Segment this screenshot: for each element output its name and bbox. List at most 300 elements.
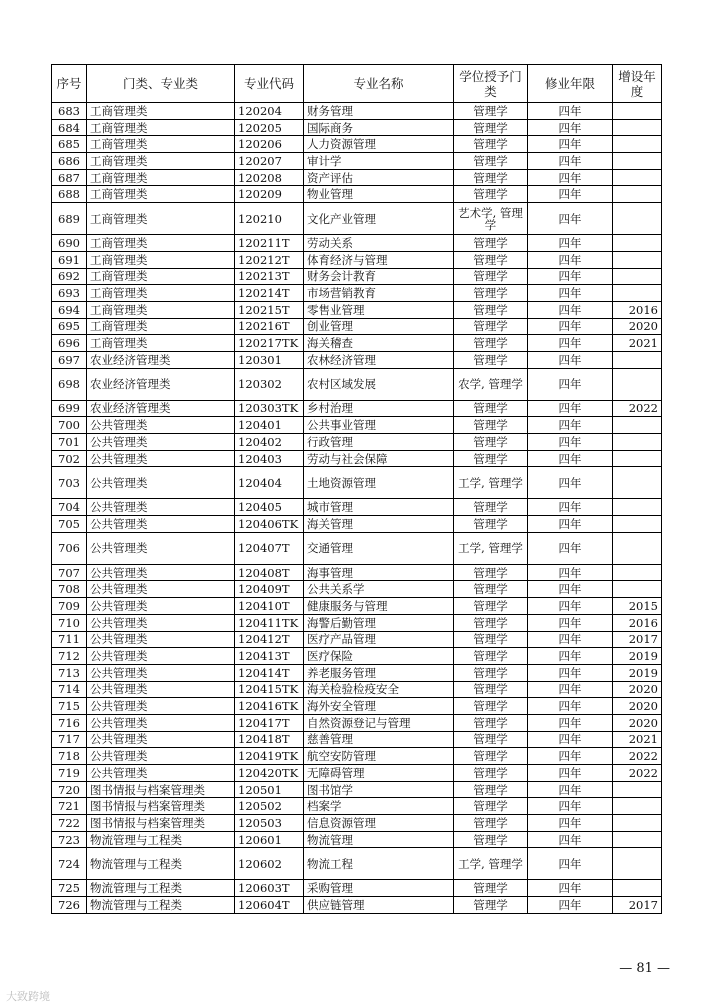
cell-category: 工商管理类 [87, 318, 235, 335]
cell-years: 四年 [528, 499, 613, 516]
cell-code: 120302 [235, 368, 304, 400]
table-row [52, 153, 662, 170]
cell-category: 公共管理类 [87, 581, 235, 598]
cell-degree: 管理学 [454, 103, 528, 120]
cell-name: 海事管理 [304, 564, 454, 581]
cell-category: 工商管理类 [87, 136, 235, 153]
cell-years: 四年 [528, 301, 613, 318]
cell-name: 资产评估 [304, 169, 454, 186]
table-row [52, 103, 662, 120]
cell-degree: 管理学 [454, 748, 528, 765]
cell-code: 120205 [235, 119, 304, 136]
header-years: 修业年限 [528, 65, 613, 103]
cell-seq: 692 [52, 268, 87, 285]
cell-seq: 720 [52, 781, 87, 798]
cell-seq: 712 [52, 648, 87, 665]
cell-years: 四年 [528, 698, 613, 715]
cell-category: 工商管理类 [87, 103, 235, 120]
cell-added-year [613, 235, 662, 252]
cell-code: 120211T [235, 235, 304, 252]
cell-degree: 管理学 [454, 499, 528, 516]
table-row [52, 731, 662, 748]
cell-code: 120413T [235, 648, 304, 665]
cell-degree: 管理学 [454, 815, 528, 832]
cell-category: 公共管理类 [87, 434, 235, 451]
cell-added-year: 2020 [613, 681, 662, 698]
cell-degree: 管理学 [454, 450, 528, 467]
cell-added-year: 2020 [613, 714, 662, 731]
cell-category: 图书情报与档案管理类 [87, 798, 235, 815]
cell-added-year [613, 815, 662, 832]
cell-name: 审计学 [304, 153, 454, 170]
cell-name: 公共事业管理 [304, 417, 454, 434]
cell-code: 120410T [235, 598, 304, 615]
table-body [52, 103, 662, 914]
table-row [52, 897, 662, 914]
cell-degree: 管理学 [454, 417, 528, 434]
table-row [52, 268, 662, 285]
table-row [52, 417, 662, 434]
cell-seq: 718 [52, 748, 87, 765]
cell-years: 四年 [528, 664, 613, 681]
cell-seq: 696 [52, 335, 87, 352]
cell-degree: 管理学 [454, 664, 528, 681]
cell-years: 四年 [528, 251, 613, 268]
cell-added-year: 2015 [613, 598, 662, 615]
cell-code: 120206 [235, 136, 304, 153]
cell-degree: 管理学 [454, 516, 528, 533]
watermark-logo: 大致跨境 [6, 990, 50, 1003]
cell-degree: 管理学 [454, 301, 528, 318]
cell-degree: 农学, 管理学 [454, 368, 528, 400]
cell-years: 四年 [528, 681, 613, 698]
cell-years: 四年 [528, 235, 613, 252]
cell-seq: 688 [52, 186, 87, 203]
cell-added-year: 2020 [613, 318, 662, 335]
cell-years: 四年 [528, 880, 613, 897]
cell-code: 120420TK [235, 765, 304, 782]
cell-added-year [613, 831, 662, 848]
table-row [52, 781, 662, 798]
cell-seq: 714 [52, 681, 87, 698]
cell-name: 医疗保险 [304, 648, 454, 665]
cell-name: 行政管理 [304, 434, 454, 451]
cell-years: 四年 [528, 417, 613, 434]
cell-seq: 725 [52, 880, 87, 897]
table-row [52, 765, 662, 782]
page-number: — 81 — [619, 961, 670, 976]
cell-added-year [613, 268, 662, 285]
cell-years: 四年 [528, 450, 613, 467]
cell-code: 120417T [235, 714, 304, 731]
table-row [52, 516, 662, 533]
cell-seq: 722 [52, 815, 87, 832]
cell-seq: 698 [52, 368, 87, 400]
cell-years: 四年 [528, 186, 613, 203]
cell-code: 120406TK [235, 516, 304, 533]
cell-years: 四年 [528, 831, 613, 848]
cell-seq: 700 [52, 417, 87, 434]
cell-category: 公共管理类 [87, 598, 235, 615]
cell-seq: 689 [52, 203, 87, 235]
cell-degree: 管理学 [454, 564, 528, 581]
cell-name: 无障碍管理 [304, 765, 454, 782]
cell-added-year: 2022 [613, 748, 662, 765]
cell-code: 120418T [235, 731, 304, 748]
cell-degree: 工学, 管理学 [454, 848, 528, 880]
cell-years: 四年 [528, 119, 613, 136]
cell-name: 健康服务与管理 [304, 598, 454, 615]
cell-years: 四年 [528, 153, 613, 170]
cell-degree: 管理学 [454, 598, 528, 615]
cell-added-year: 2021 [613, 731, 662, 748]
cell-seq: 693 [52, 285, 87, 302]
cell-degree: 管理学 [454, 714, 528, 731]
cell-code: 120411TK [235, 614, 304, 631]
cell-years: 四年 [528, 318, 613, 335]
cell-category: 农业经济管理类 [87, 368, 235, 400]
cell-category: 图书情报与档案管理类 [87, 781, 235, 798]
cell-name: 养老服务管理 [304, 664, 454, 681]
table-row [52, 285, 662, 302]
cell-code: 120210 [235, 203, 304, 235]
cell-name: 交通管理 [304, 532, 454, 564]
cell-category: 公共管理类 [87, 532, 235, 564]
cell-years: 四年 [528, 169, 613, 186]
cell-degree: 管理学 [454, 831, 528, 848]
cell-seq: 684 [52, 119, 87, 136]
cell-code: 120407T [235, 532, 304, 564]
cell-added-year [613, 532, 662, 564]
cell-seq: 701 [52, 434, 87, 451]
cell-category: 工商管理类 [87, 169, 235, 186]
cell-code: 120212T [235, 251, 304, 268]
cell-added-year: 2019 [613, 648, 662, 665]
cell-years: 四年 [528, 781, 613, 798]
cell-added-year: 2021 [613, 335, 662, 352]
cell-years: 四年 [528, 598, 613, 615]
cell-seq: 711 [52, 631, 87, 648]
cell-years: 四年 [528, 351, 613, 368]
cell-added-year [613, 434, 662, 451]
cell-name: 海关检验检疫安全 [304, 681, 454, 698]
cell-years: 四年 [528, 103, 613, 120]
cell-years: 四年 [528, 848, 613, 880]
cell-added-year [613, 450, 662, 467]
cell-years: 四年 [528, 765, 613, 782]
cell-added-year [613, 848, 662, 880]
header-seq: 序号 [52, 65, 87, 103]
cell-added-year [613, 798, 662, 815]
cell-degree: 管理学 [454, 335, 528, 352]
cell-code: 120204 [235, 103, 304, 120]
cell-degree: 管理学 [454, 169, 528, 186]
cell-degree: 管理学 [454, 631, 528, 648]
cell-added-year: 2022 [613, 400, 662, 417]
cell-degree: 管理学 [454, 880, 528, 897]
cell-added-year [613, 186, 662, 203]
cell-code: 120209 [235, 186, 304, 203]
cell-name: 海关管理 [304, 516, 454, 533]
header-name: 专业名称 [304, 65, 454, 103]
cell-degree: 管理学 [454, 897, 528, 914]
table-row [52, 434, 662, 451]
cell-name: 图书馆学 [304, 781, 454, 798]
cell-degree: 管理学 [454, 235, 528, 252]
cell-name: 财务会计教育 [304, 268, 454, 285]
table-row [52, 318, 662, 335]
cell-code: 120604T [235, 897, 304, 914]
cell-seq: 699 [52, 400, 87, 417]
cell-code: 120207 [235, 153, 304, 170]
cell-added-year [613, 351, 662, 368]
cell-seq: 717 [52, 731, 87, 748]
cell-years: 四年 [528, 897, 613, 914]
cell-degree: 管理学 [454, 268, 528, 285]
cell-added-year: 2020 [613, 698, 662, 715]
cell-category: 工商管理类 [87, 119, 235, 136]
cell-category: 公共管理类 [87, 467, 235, 499]
table-row [52, 450, 662, 467]
cell-name: 航空安防管理 [304, 748, 454, 765]
cell-added-year [613, 516, 662, 533]
cell-category: 工商管理类 [87, 301, 235, 318]
cell-category: 公共管理类 [87, 681, 235, 698]
cell-added-year [613, 251, 662, 268]
cell-code: 120402 [235, 434, 304, 451]
cell-category: 工商管理类 [87, 203, 235, 235]
cell-seq: 695 [52, 318, 87, 335]
cell-category: 公共管理类 [87, 499, 235, 516]
cell-code: 120216T [235, 318, 304, 335]
cell-name: 公共关系学 [304, 581, 454, 598]
cell-seq: 704 [52, 499, 87, 516]
cell-code: 120501 [235, 781, 304, 798]
table-row [52, 351, 662, 368]
cell-name: 供应链管理 [304, 897, 454, 914]
table-row [52, 301, 662, 318]
cell-name: 海警后勤管理 [304, 614, 454, 631]
cell-added-year [613, 119, 662, 136]
cell-name: 财务管理 [304, 103, 454, 120]
cell-code: 120217TK [235, 335, 304, 352]
cell-category: 工商管理类 [87, 285, 235, 302]
cell-category: 工商管理类 [87, 235, 235, 252]
cell-category: 公共管理类 [87, 516, 235, 533]
cell-category: 公共管理类 [87, 765, 235, 782]
majors-table [51, 64, 662, 914]
cell-category: 农业经济管理类 [87, 351, 235, 368]
table-row [52, 664, 662, 681]
cell-category: 公共管理类 [87, 614, 235, 631]
cell-name: 文化产业管理 [304, 203, 454, 235]
cell-seq: 709 [52, 598, 87, 615]
cell-category: 公共管理类 [87, 731, 235, 748]
cell-years: 四年 [528, 614, 613, 631]
cell-code: 120419TK [235, 748, 304, 765]
cell-degree: 管理学 [454, 285, 528, 302]
table-row [52, 400, 662, 417]
cell-years: 四年 [528, 731, 613, 748]
cell-category: 工商管理类 [87, 251, 235, 268]
cell-seq: 702 [52, 450, 87, 467]
cell-added-year [613, 781, 662, 798]
cell-code: 120414T [235, 664, 304, 681]
cell-added-year [613, 368, 662, 400]
cell-name: 采购管理 [304, 880, 454, 897]
cell-category: 公共管理类 [87, 698, 235, 715]
cell-years: 四年 [528, 516, 613, 533]
cell-added-year: 2022 [613, 765, 662, 782]
cell-added-year: 2019 [613, 664, 662, 681]
cell-code: 120303TK [235, 400, 304, 417]
cell-name: 档案学 [304, 798, 454, 815]
cell-name: 信息资源管理 [304, 815, 454, 832]
cell-seq: 723 [52, 831, 87, 848]
cell-degree: 管理学 [454, 731, 528, 748]
cell-seq: 686 [52, 153, 87, 170]
cell-name: 土地资源管理 [304, 467, 454, 499]
cell-degree: 管理学 [454, 434, 528, 451]
cell-code: 120415TK [235, 681, 304, 698]
cell-degree: 管理学 [454, 119, 528, 136]
table-row [52, 815, 662, 832]
cell-code: 120301 [235, 351, 304, 368]
cell-category: 物流管理与工程类 [87, 831, 235, 848]
cell-degree: 管理学 [454, 798, 528, 815]
cell-degree: 管理学 [454, 765, 528, 782]
cell-added-year: 2016 [613, 301, 662, 318]
table-row [52, 631, 662, 648]
cell-seq: 721 [52, 798, 87, 815]
table-row [52, 335, 662, 352]
cell-name: 物流工程 [304, 848, 454, 880]
cell-added-year [613, 203, 662, 235]
cell-name: 体育经济与管理 [304, 251, 454, 268]
cell-degree: 管理学 [454, 351, 528, 368]
cell-category: 公共管理类 [87, 450, 235, 467]
cell-seq: 706 [52, 532, 87, 564]
cell-years: 四年 [528, 434, 613, 451]
cell-seq: 697 [52, 351, 87, 368]
table-row [52, 119, 662, 136]
cell-seq: 683 [52, 103, 87, 120]
cell-code: 120408T [235, 564, 304, 581]
cell-years: 四年 [528, 581, 613, 598]
cell-code: 120602 [235, 848, 304, 880]
cell-years: 四年 [528, 798, 613, 815]
cell-code: 120412T [235, 631, 304, 648]
cell-seq: 716 [52, 714, 87, 731]
cell-years: 四年 [528, 631, 613, 648]
header-degree: 学位授予门类 [454, 65, 528, 103]
cell-name: 劳动与社会保障 [304, 450, 454, 467]
cell-category: 公共管理类 [87, 648, 235, 665]
cell-degree: 管理学 [454, 681, 528, 698]
table-row [52, 648, 662, 665]
cell-code: 120405 [235, 499, 304, 516]
cell-code: 120409T [235, 581, 304, 598]
cell-seq: 685 [52, 136, 87, 153]
cell-name: 海关稽查 [304, 335, 454, 352]
cell-code: 120214T [235, 285, 304, 302]
cell-years: 四年 [528, 815, 613, 832]
cell-seq: 715 [52, 698, 87, 715]
cell-category: 工商管理类 [87, 186, 235, 203]
cell-added-year: 2016 [613, 614, 662, 631]
cell-years: 四年 [528, 335, 613, 352]
cell-degree: 管理学 [454, 318, 528, 335]
cell-category: 公共管理类 [87, 748, 235, 765]
cell-added-year [613, 136, 662, 153]
table-row [52, 499, 662, 516]
table-row [52, 532, 662, 564]
cell-degree: 艺术学, 管理学 [454, 203, 528, 235]
cell-seq: 687 [52, 169, 87, 186]
cell-code: 120403 [235, 450, 304, 467]
cell-category: 工商管理类 [87, 335, 235, 352]
cell-name: 海外安全管理 [304, 698, 454, 715]
table-row [52, 848, 662, 880]
cell-name: 物业管理 [304, 186, 454, 203]
cell-added-year [613, 564, 662, 581]
cell-code: 120404 [235, 467, 304, 499]
cell-degree: 管理学 [454, 153, 528, 170]
cell-years: 四年 [528, 714, 613, 731]
cell-years: 四年 [528, 748, 613, 765]
cell-degree: 管理学 [454, 251, 528, 268]
cell-seq: 707 [52, 564, 87, 581]
table-row [52, 251, 662, 268]
cell-added-year [613, 467, 662, 499]
cell-code: 120401 [235, 417, 304, 434]
cell-name: 市场营销教育 [304, 285, 454, 302]
cell-degree: 管理学 [454, 581, 528, 598]
cell-degree: 管理学 [454, 614, 528, 631]
cell-code: 120213T [235, 268, 304, 285]
cell-added-year [613, 417, 662, 434]
cell-code: 120503 [235, 815, 304, 832]
table-row [52, 467, 662, 499]
cell-category: 公共管理类 [87, 664, 235, 681]
cell-seq: 694 [52, 301, 87, 318]
cell-name: 农林经济管理 [304, 351, 454, 368]
cell-category: 工商管理类 [87, 268, 235, 285]
cell-seq: 691 [52, 251, 87, 268]
cell-degree: 管理学 [454, 136, 528, 153]
cell-name: 医疗产品管理 [304, 631, 454, 648]
cell-added-year: 2017 [613, 631, 662, 648]
cell-degree: 管理学 [454, 186, 528, 203]
cell-added-year [613, 285, 662, 302]
cell-seq: 713 [52, 664, 87, 681]
cell-seq: 710 [52, 614, 87, 631]
cell-years: 四年 [528, 285, 613, 302]
cell-degree: 工学, 管理学 [454, 532, 528, 564]
cell-added-year [613, 880, 662, 897]
cell-name: 农村区域发展 [304, 368, 454, 400]
cell-code: 120215T [235, 301, 304, 318]
cell-category: 工商管理类 [87, 153, 235, 170]
cell-category: 公共管理类 [87, 714, 235, 731]
table-row [52, 614, 662, 631]
cell-category: 公共管理类 [87, 564, 235, 581]
cell-code: 120416TK [235, 698, 304, 715]
table-row [52, 831, 662, 848]
cell-code: 120603T [235, 880, 304, 897]
cell-added-year [613, 499, 662, 516]
cell-name: 人力资源管理 [304, 136, 454, 153]
